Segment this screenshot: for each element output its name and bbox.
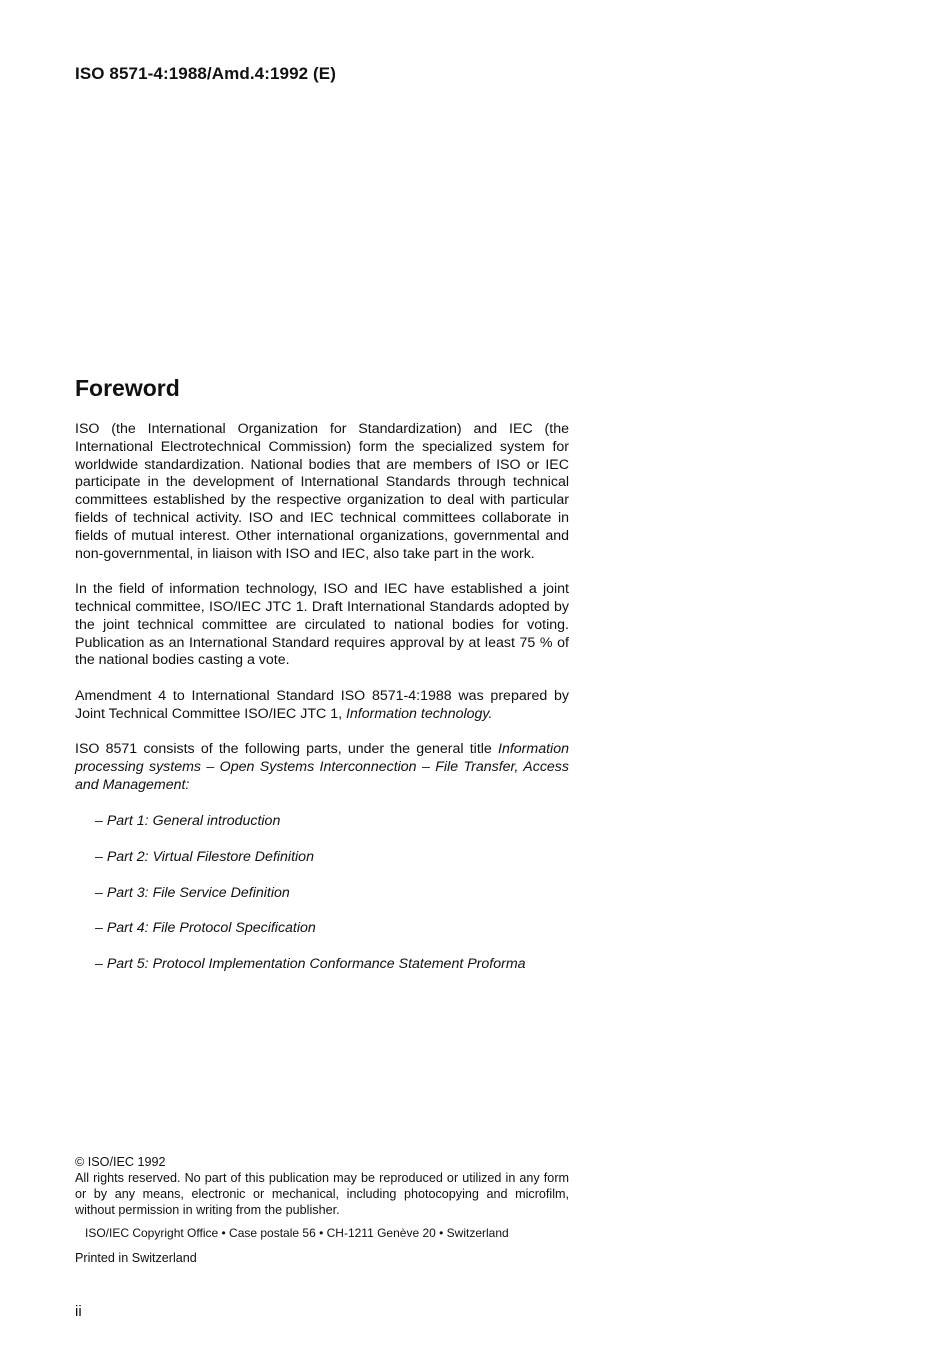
foreword-title: Foreword [75,375,180,401]
copyright-notice: © ISO/IEC 1992 [75,1155,166,1169]
page-number: ii [75,1303,82,1320]
part-item: – Part 1: General introduction [95,812,281,829]
amendment-text: Amendment 4 to International Standard ISO 8571-4:1988 was prepared by Joint Technical Committee ISO/IEC JTC 1, [75,687,569,722]
amendment-italic: Information technology. [345,705,493,722]
parts-list [75,813,569,975]
paragraph-parts-intro [75,741,569,794]
parts-intro-italic: Information processing systems – Open Systems Interconnection – File Transfer, Access and Management: [75,741,569,793]
printed-in: Printed in Switzerland [75,1251,197,1265]
paragraph-iso-iec: ISO (the International Organization for Standardization) and IEC (the International Electrotechnical Commission) form the specialized system for worldwide standardization. National bodies that are members of ISO or IEC participate in the development of International Standards through technical committees established by the respective organization to deal with particular fields of technical activity. ISO and IEC technical committees collaborate in fields of mutual interest. Other international organizations, governmental and non-governmental, in liaison with ISO and IEC, also take part in the work. [75,421,569,562]
part-item: – Part 4: File Protocol Specification [95,920,316,937]
part-item: – Part 5: Protocol Implementation Conformance Statement Proforma [95,956,526,973]
copyright-office: ISO/IEC Copyright Office • Case postale 56 • CH-1211 Genève 20 • Switzerland [85,1226,509,1240]
parts-intro-text: ISO 8571 consists of the following parts, under the general title [75,741,499,758]
part-item: – Part 2: Virtual Filestore Definition [95,848,314,865]
paragraph-jtc1: In the field of information technology, ISO and IEC have established a joint technical committee, ISO/IEC JTC 1. Draft International Standards adopted by the joint technical committee are circulated to national bodies for voting. Publication as an International Standard requires approval by at least 75 % of the national bodies casting a vote. [75,581,569,669]
document-header: ISO 8571-4:1988/Amd.4:1992 (E) [75,64,336,83]
rights-statement: All rights reserved. No part of this publication may be reproduced or utilized in any form or by any means, electronic or mechanical, including photocopying and microfilm, without permission in writing from the publisher. [75,1171,569,1217]
paragraph-amendment [75,688,569,724]
copyright-footer [75,1154,569,1266]
foreword-body [75,421,569,992]
part-item: – Part 3: File Service Definition [95,884,290,901]
